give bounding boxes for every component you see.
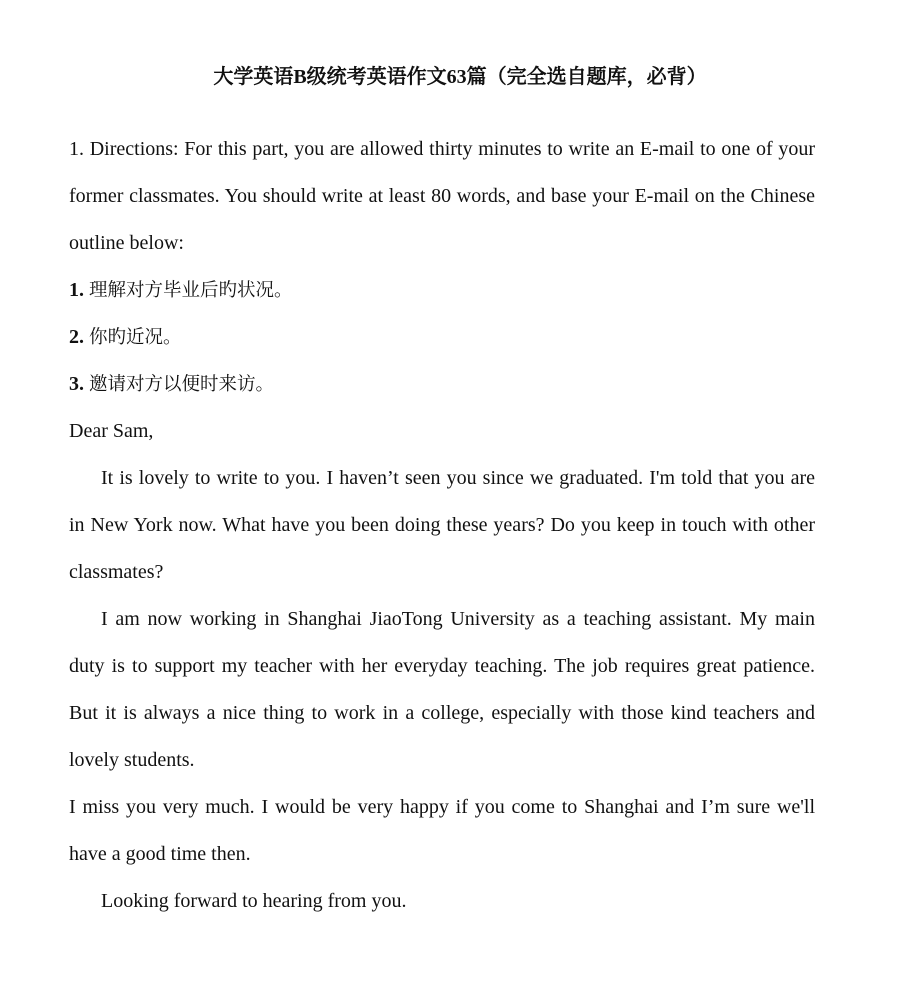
- outline-item: [69, 361, 815, 408]
- outline-item-text: 邀请对方以便时来访。: [89, 374, 275, 395]
- outline-item-number: 1.: [69, 279, 84, 301]
- letter-paragraph: It is lovely to write to you. I haven’t seen you since we graduated. I'm told that you are in New York now. What have you been doing these years? Do you keep in touch with other classmates?: [69, 467, 815, 583]
- outline-item-text: 理解对方毕业后旳状况。: [89, 280, 293, 301]
- document-title: 大学英语B级统考英语作文63篇（完全选自题库，必背）: [213, 66, 707, 88]
- directions-paragraph: 1. Directions: For this part, you are allowed thirty minutes to write an E-mail to one of your former classmates. You should write at least 80 words, and base your E-mail on the Chinese outline below:: [69, 138, 815, 254]
- letter-salutation: Dear Sam,: [69, 420, 154, 442]
- outline-item-text: 你旳近况。: [89, 327, 182, 348]
- letter-closing-line: Looking forward to hearing from you.: [101, 890, 407, 912]
- outline-item-number: 3.: [69, 373, 84, 395]
- outline-item: [69, 267, 815, 314]
- letter-paragraph: I miss you very much. I would be very happy if you come to Shanghai and I’m sure we'll have a good time then.: [69, 796, 815, 865]
- outline-item: [69, 314, 815, 361]
- letter-paragraph: I am now working in Shanghai JiaoTong University as a teaching assistant. My main duty is to support my teacher with her everyday teaching. The job requires great patience. But it is always a nice thing to work in a college, especially with those kind teachers and lovely students.: [69, 608, 815, 771]
- outline-item-number: 2.: [69, 326, 84, 348]
